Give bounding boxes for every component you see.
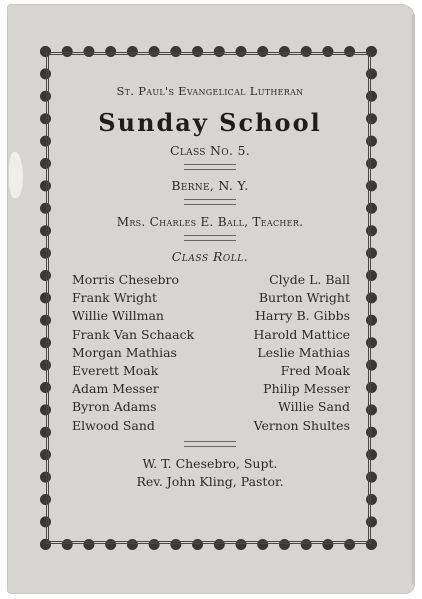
ornamental-rule xyxy=(184,235,236,241)
place-name: Berne, N. Y. xyxy=(171,178,249,193)
roll-entry: Harry B. Gibbs xyxy=(255,308,350,324)
superintendent-line: W. T. Chesebro, Supt. xyxy=(142,455,278,471)
roll-entry: Clyde L. Ball xyxy=(269,272,350,287)
roll-entry: Willie Willman xyxy=(72,308,164,324)
roll-entry: Frank Van Schaack xyxy=(72,326,195,342)
officers xyxy=(60,455,360,491)
class-roll-list xyxy=(72,271,350,435)
roll-entry: Vernon Shultes xyxy=(253,417,350,433)
class-number: Class No. 5. xyxy=(170,143,250,158)
roll-entry: Leslie Mathias xyxy=(257,344,350,360)
ornamental-rule xyxy=(184,441,236,447)
class-roll-heading: Class Roll. xyxy=(171,249,249,264)
pastor-line: Rev. John Kling, Pastor. xyxy=(136,473,284,489)
program-content xyxy=(60,84,360,491)
roll-entry: Frank Wright xyxy=(72,290,158,306)
roll-entry: Willie Sand xyxy=(277,399,350,415)
roll-entry: Fred Moak xyxy=(280,363,350,379)
roll-entry: Elwood Sand xyxy=(72,417,155,433)
ornamental-rule xyxy=(184,164,236,170)
roll-entry: Harold Mattice xyxy=(253,326,350,342)
paper-stain xyxy=(9,152,23,198)
class-roll-right-column xyxy=(253,271,350,435)
class-roll-left-column xyxy=(72,271,194,435)
roll-entry: Everett Moak xyxy=(72,363,159,379)
roll-entry: Philip Messer xyxy=(263,381,350,397)
roll-entry: Adam Messer xyxy=(72,381,159,397)
teacher-name: Mrs. Charles E. Ball, Teacher. xyxy=(116,215,304,229)
roll-entry: Morgan Mathias xyxy=(72,344,177,360)
church-name: St. Paul's Evangelical Lutheran xyxy=(116,84,304,98)
card-edge xyxy=(412,14,415,584)
roll-entry: Byron Adams xyxy=(72,399,157,415)
roll-entry: Burton Wright xyxy=(258,290,350,306)
program-title: Sunday School xyxy=(98,108,322,137)
ornamental-rule xyxy=(184,199,236,205)
roll-entry: Morris Chesebro xyxy=(72,272,179,287)
